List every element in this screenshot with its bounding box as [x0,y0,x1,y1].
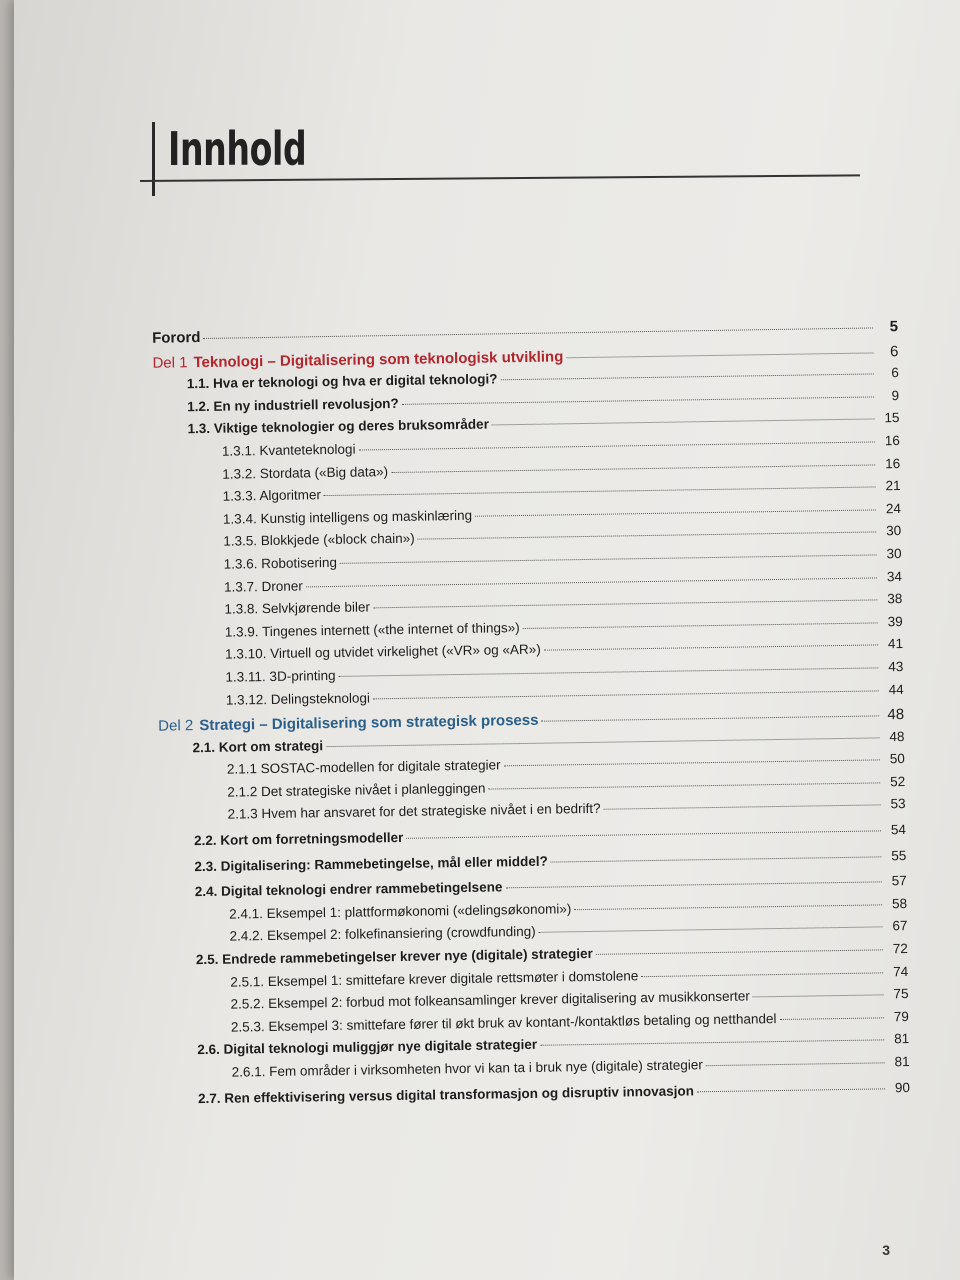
toc-entry-text: Forord [151,329,201,347]
toc-entry-text: 2.5. Endrede rammebetingelser krever nye (digitale) strategier [195,945,593,968]
dot-leader [544,645,878,651]
toc-entry-text: 1.2. En ny industriell revolusjon? [187,395,399,415]
toc-entry-page: 81 [894,1053,910,1070]
toc-entry-page: 21 [885,478,901,494]
dot-leader [566,352,873,358]
page-number: 3 [882,1242,890,1258]
toc-entry-page: 81 [894,1031,910,1047]
dot-leader [542,715,880,721]
toc-entry-page: 54 [890,822,907,838]
toc-entry-page: 9 [891,387,900,403]
toc-entry-page: 24 [885,500,902,517]
book-page [14,0,960,1280]
toc-entry-page: 44 [888,681,904,697]
dot-leader [391,464,875,473]
page-title: Innhold [168,122,307,176]
toc-entry-text: 1.3.1. Kvanteteknologi [221,441,356,459]
toc-entry-page: 72 [892,941,908,957]
toc-entry-page: 58 [891,895,908,912]
toc-entry-page: 15 [884,410,900,426]
toc-entry-text: Strategi – Digitalisering som strategisk prosess [199,711,539,735]
toc-entry-text: 1.3.10. Virtuell og utvidet virkelighet («VR» og «AR») [224,642,541,662]
toc-entry-text: 2.3. Digitalisering: Rammebetingelse, mål eller middel? [194,853,548,874]
dot-leader [324,487,876,497]
toc-entry-page: 79 [893,1008,909,1025]
dot-leader [574,904,882,910]
toc-entry-text: 1.1. Hva er teknologi og hva er digital teknologi? [186,371,498,392]
toc-entry-text: 1.3.9. Tingenes internett («the internet of things») [224,619,520,640]
dot-leader [373,690,879,699]
part-number: Del 2 [158,717,194,735]
toc-entry-page: 34 [886,568,903,584]
dot-leader [641,972,883,977]
toc-entry-text: 1.3.4. Kunstig intelligens og maskinlæring [222,507,473,527]
toc-entry-text: 1.3. Viktige teknologier og deres bruksområder [187,416,490,437]
dot-leader [551,856,882,862]
toc-entry-text: 2.1. Kort om strategi [192,737,324,755]
toc-entry-page: 6 [891,365,899,381]
toc-entry-page: 52 [890,773,906,790]
toc-entry-page: 74 [893,963,909,979]
toc-entry-page: 67 [892,918,908,934]
toc-entry-page: 50 [889,751,905,767]
dot-leader [488,782,880,789]
toc-entry-page: 39 [887,613,903,629]
toc-entry-page: 55 [891,847,907,863]
dot-leader [406,830,881,838]
dot-leader [475,509,876,516]
dot-leader [359,441,875,450]
toc-entry-page: 41 [887,636,904,652]
toc-entry-page: 16 [885,455,901,471]
dot-leader [753,995,884,998]
dot-leader [596,949,883,955]
toc-entry-page: 75 [893,986,909,1002]
toc-entry-page: 57 [891,873,907,889]
toc-entry-page: 6 [889,342,899,360]
toc-entry-text: 2.1.2 Det strategiske nivået i planleggingen [227,780,486,800]
toc-entry-text: 2.7. Ren effektivisering versus digital transformasjon og disruptiv innovasjon [197,1082,695,1106]
dot-leader [604,805,881,810]
toc-entry-text: 1.3.12. Delingsteknologi [225,689,371,708]
dot-leader [326,737,879,747]
toc-entry-page: 43 [888,658,904,675]
toc-entry-text: 1.3.2. Stordata («Big data») [222,463,389,482]
dot-leader [539,927,883,933]
toc-entry-text: 1.3.7. Droner [223,577,303,595]
toc-entry-text: 2.6. Digital teknologi muliggjør nye digitale strategier [197,1037,538,1058]
toc-entry-page: 30 [886,523,902,539]
title-block [152,122,862,192]
toc-entry-page: 5 [889,318,899,336]
toc-entry-text: 1.3.6. Robotisering [223,554,338,572]
dot-leader [339,667,879,676]
toc-entry-text: 2.2. Kort om forretningsmodeller [193,829,404,849]
toc-entry-page: 38 [887,591,903,607]
dot-leader [697,1088,885,1092]
dot-leader [505,882,881,889]
toc-entry-text: 2.4.1. Eksempel 1: plattformøkonomi («delingsøkonomi») [229,901,572,922]
toc-entry-page: 48 [887,706,905,724]
toc-entry-text: 1.3.11. 3D-printing [225,667,336,685]
dot-leader [418,532,877,540]
toc-entry-page: 53 [890,796,906,812]
toc-entry-text: 2.5.3. Eksempel 3: smittefare fører til økt bruk av kontant-/kontaktløs betaling og netthandel [230,1010,777,1035]
toc-entry-text: 2.5.2. Eksempel 2: forbud mot folkeansamlinger krever digitalisering av musikkonserter [230,988,750,1012]
dot-leader [706,1062,885,1066]
toc-entry-text: 2.6.1. Fem områder i virksomheten hvor vi kan ta i bruk nye (digitale) strategier [231,1057,703,1080]
part-number: Del 1 [152,353,188,372]
toc-entry-page: 90 [894,1079,911,1095]
toc-entry-page: 30 [886,545,902,562]
dot-leader [340,554,877,563]
dot-leader [540,1040,884,1046]
dot-leader [523,622,878,629]
toc-entry-text: 2.5.1. Eksempel 1: smittefare krever digitale rettsmøter i domstolene [230,967,639,990]
toc-entry-text: 2.4. Digital teknologi endrer rammebetingelsene [194,879,503,900]
dot-leader [492,419,875,426]
title-vertical-rule [152,122,155,196]
dot-leader [306,577,877,587]
dot-leader [500,374,873,381]
toc-entry-text: 1.3.8. Selvkjørende biler [224,599,371,617]
dot-leader [402,396,874,404]
dot-leader [779,1017,883,1020]
toc-entry-text: Teknologi – Digitalisering som teknologisk utvikling [193,347,564,371]
toc-entry-text: 2.1.1 SOSTAC-modellen for digitale strategier [226,757,501,777]
dot-leader [373,600,877,609]
toc-entry-text: 1.3.3. Algoritmer [222,487,322,504]
dot-leader [504,760,880,767]
toc-entry-page: 16 [884,433,900,449]
toc-entry-page: 48 [889,728,905,744]
toc-entry-text: 2.1.3 Hvem har ansvaret for det strategiske nivået i en bedrift? [227,801,601,823]
dot-leader [203,327,873,339]
toc-entry-text: 2.4.2. Eksempel 2: folkefinansiering (crowdfunding) [229,924,536,945]
toc-entry-text: 1.3.5. Blokkjede («block chain») [223,531,415,550]
table-of-contents [138,318,910,1114]
